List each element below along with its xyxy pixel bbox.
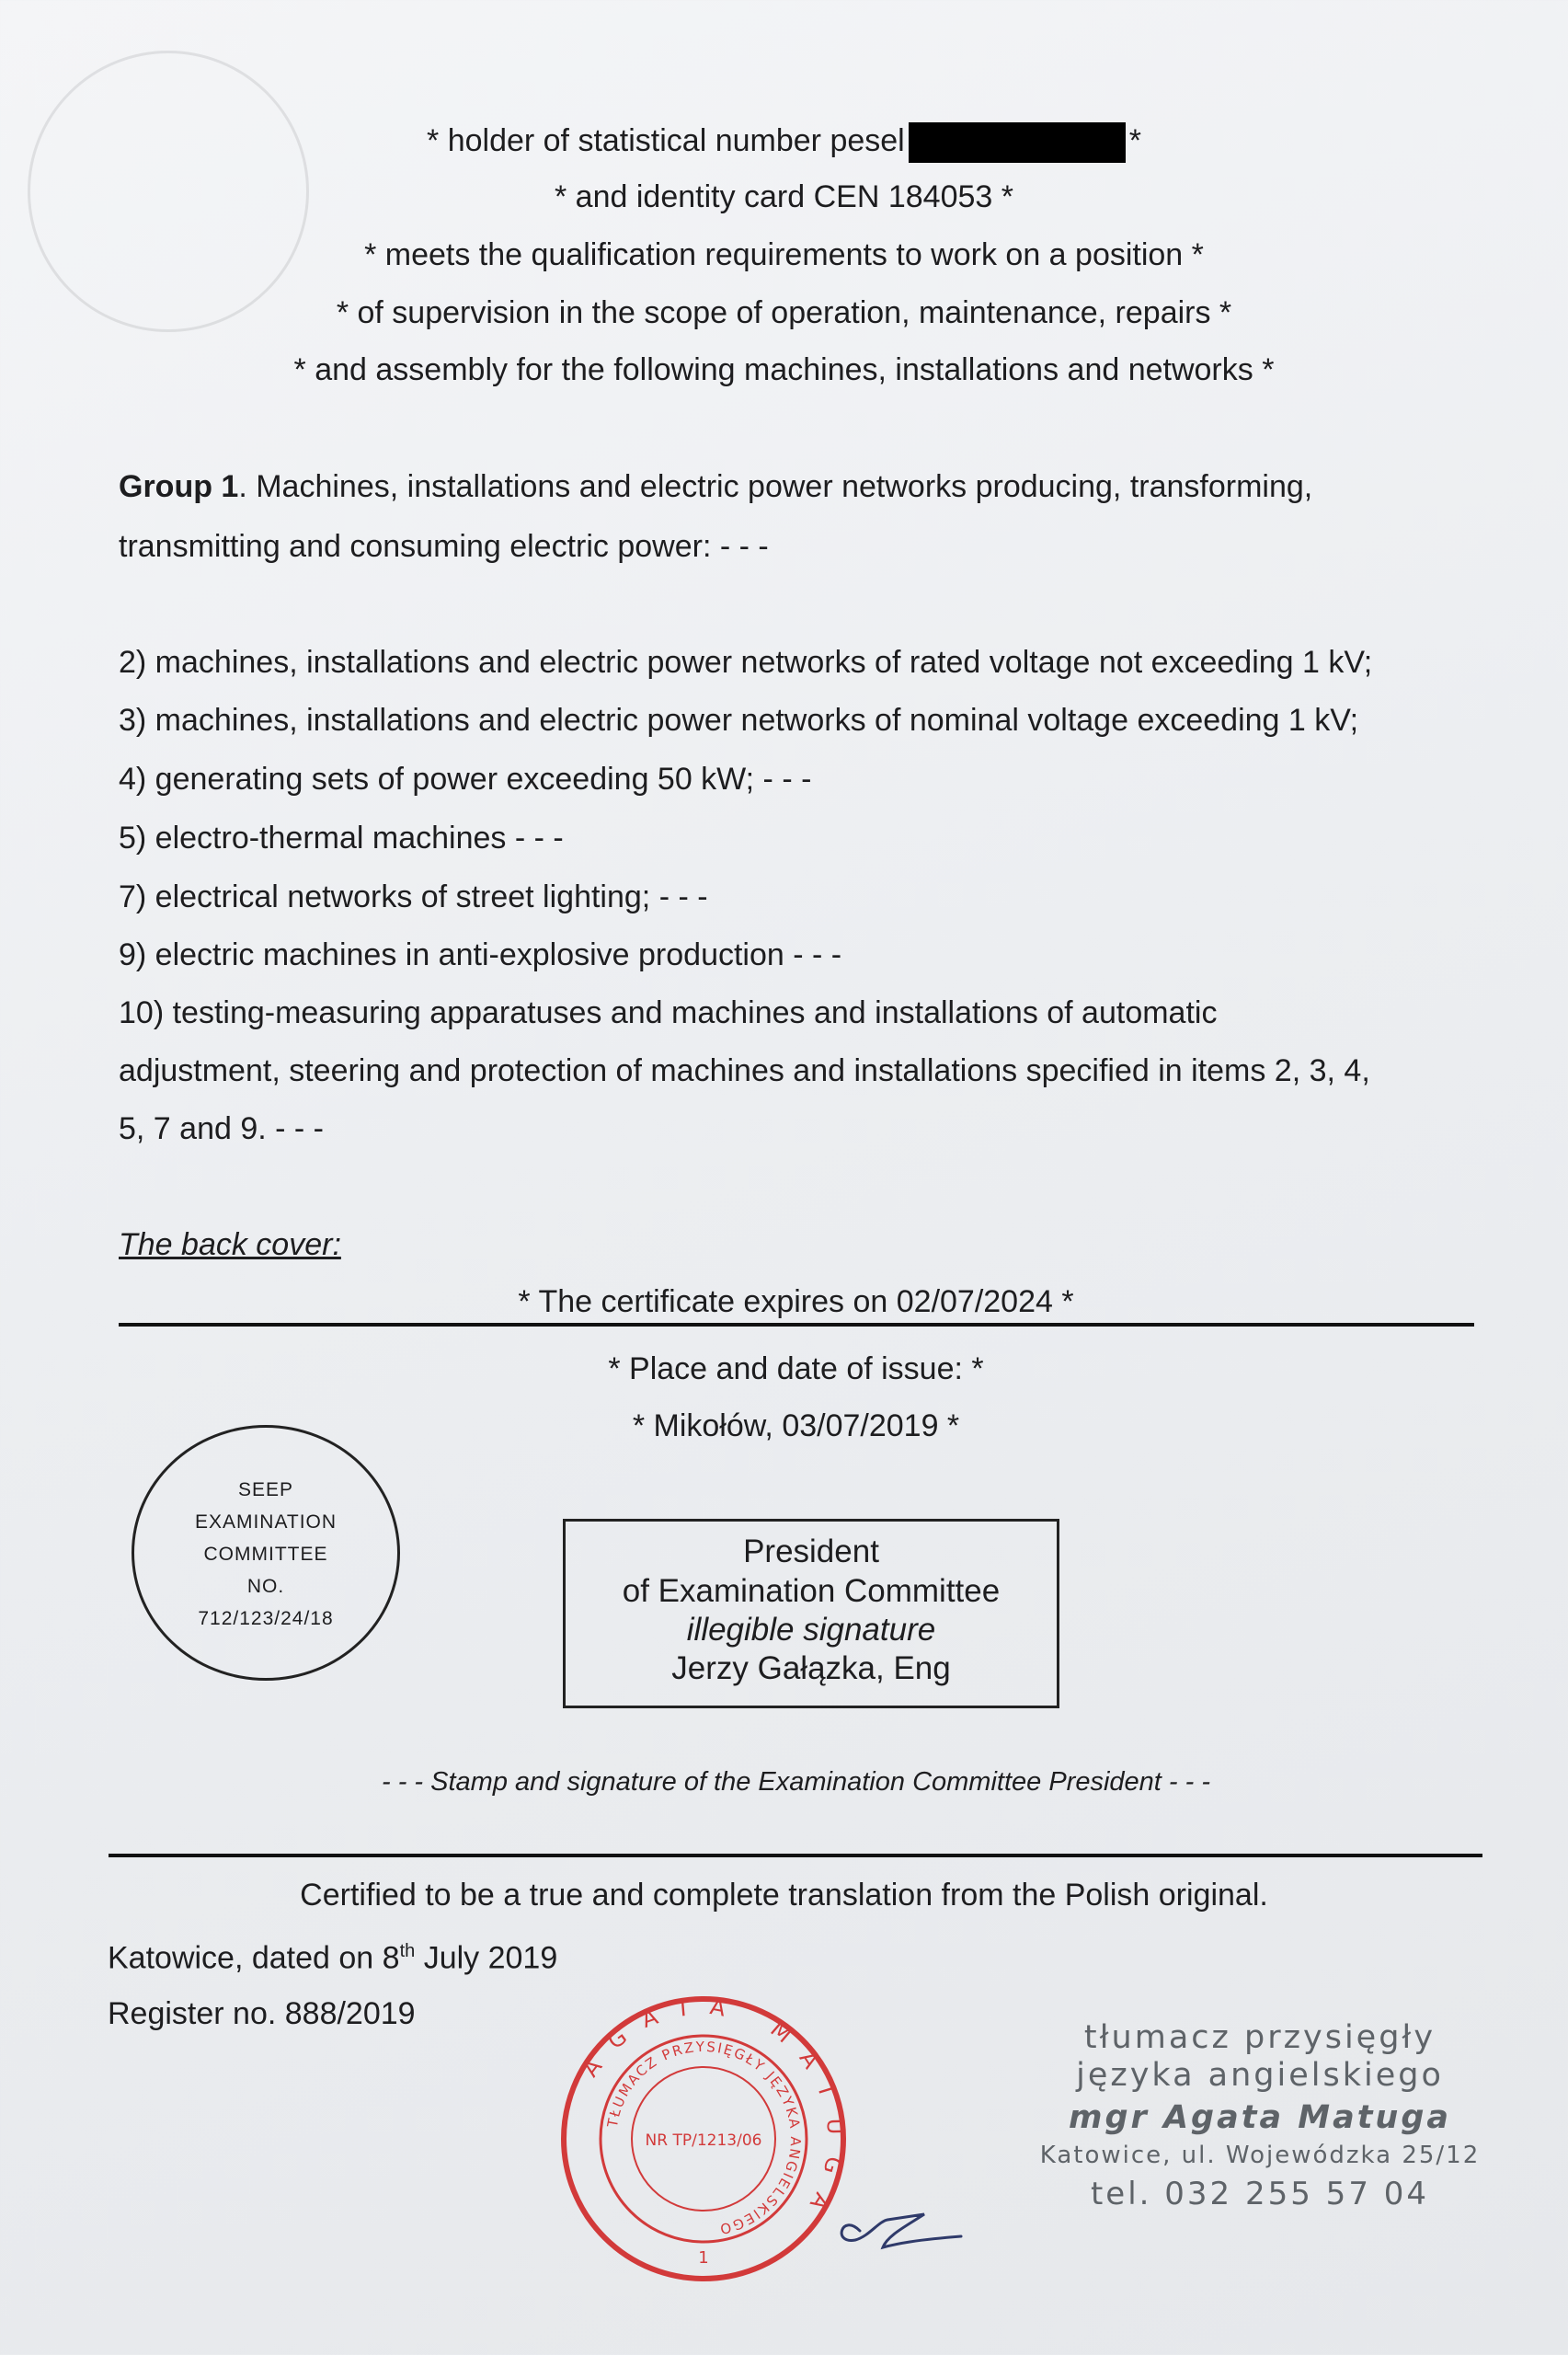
president-title: President — [743, 1534, 879, 1569]
qualification-line: * meets the qualification requirements to work on a position * — [364, 237, 1204, 272]
item-5: 5) electro-thermal machines - - - — [119, 821, 564, 856]
translator-address: Katowice, ul. Wojewódzka 25/12 — [1039, 2142, 1481, 2169]
group-heading-line — [119, 468, 1312, 505]
seep-line-3: COMMITTEE — [203, 1544, 328, 1565]
translator-title-1: tłumacz przysięgły — [1083, 2019, 1436, 2056]
group-text-1: . Machines, installations and electric power networks producing, transforming, — [238, 469, 1313, 504]
president-box — [563, 1519, 1059, 1708]
dated-line — [108, 1933, 557, 1976]
group-text-2: transmitting and consuming electric power: - - - — [119, 529, 769, 564]
back-cover-heading: The back cover: — [119, 1227, 341, 1262]
certification-statement: Certified to be a true and complete translation from the Polish original. — [300, 1878, 1268, 1913]
item-10-line-3: 5, 7 and 9. - - - — [119, 1111, 324, 1146]
item-4: 4) generating sets of power exceeding 50 kW; - - - — [119, 762, 812, 797]
seal-number: NR TP/1213/06 — [645, 2131, 762, 2150]
stamp-caption: - - - Stamp and signature of the Examination Committee President - - - — [382, 1767, 1210, 1797]
president-signature-note: illegible signature — [686, 1612, 936, 1648]
seal-inner-text: TŁUMACZ PRZYSIĘGŁY JĘZYKA ANGIELSKIEGO — [603, 2038, 805, 2238]
supervision-line: * of supervision in the scope of operation, maintenance, repairs * — [336, 295, 1232, 330]
dated-sup: th — [399, 1941, 416, 1961]
register-number: Register no. 888/2019 — [108, 1996, 416, 2031]
item-7: 7) electrical networks of street lighting; - - - — [119, 879, 708, 914]
seal-bottom-number: 1 — [698, 2248, 709, 2268]
seep-line-1: SEEP — [237, 1479, 294, 1500]
translator-phone: tel. 032 255 57 04 — [1090, 2176, 1430, 2212]
assembly-line: * and assembly for the following machines, installations and networks * — [293, 352, 1275, 387]
translator-title-2: języka angielskiego — [1076, 2057, 1444, 2094]
translator-name: mgr Agata Matuga — [1068, 2099, 1452, 2136]
pesel-line — [0, 122, 1568, 163]
divider-bottom — [109, 1854, 1482, 1857]
item-9: 9) electric machines in anti-explosive production - - - — [119, 937, 842, 972]
president-committee: of Examination Committee — [622, 1573, 1001, 1609]
identity-card-line: * and identity card CEN 184053 * — [555, 179, 1013, 214]
item-3: 3) machines, installations and electric power networks of nominal voltage exceeding 1 kV; — [119, 703, 1359, 738]
pesel-star: * — [1128, 123, 1141, 158]
president-name: Jerzy Gałązka, Eng — [671, 1650, 951, 1686]
seep-line-2: EXAMINATION — [194, 1511, 338, 1533]
expiry-line: * The certificate expires on 02/07/2024 * — [518, 1284, 1074, 1319]
seep-stamp-text — [134, 1474, 397, 1635]
translator-signature — [832, 2203, 970, 2268]
dated-suffix: July 2019 — [415, 1940, 558, 1976]
redacted-block — [909, 122, 1126, 163]
dated-prefix: Katowice, dated on 8 — [108, 1940, 400, 1976]
place-value: * Mikołów, 03/07/2019 * — [632, 1408, 960, 1443]
divider-top — [119, 1323, 1474, 1327]
seal-ring-text: AGATA MATUGA — [577, 1993, 849, 2233]
place-label: * Place and date of issue: * — [608, 1351, 984, 1386]
item-2: 2) machines, installations and electric power networks of rated voltage not exceeding 1 kV; — [119, 645, 1373, 680]
seep-line-5: 712/123/24/18 — [198, 1608, 334, 1629]
seep-line-4: NO. — [246, 1576, 285, 1597]
pesel-label: * holder of statistical number pesel — [427, 123, 905, 158]
item-10-line-1: 10) testing-measuring apparatuses and machines and installations of automatic — [119, 995, 1218, 1030]
seep-committee-stamp — [132, 1425, 400, 1681]
group-label: Group 1 — [119, 469, 239, 504]
red-translator-seal — [552, 1987, 855, 2291]
item-10-line-2: adjustment, steering and protection of machines and installations specified in items 2, 3, 4, — [119, 1053, 1370, 1088]
